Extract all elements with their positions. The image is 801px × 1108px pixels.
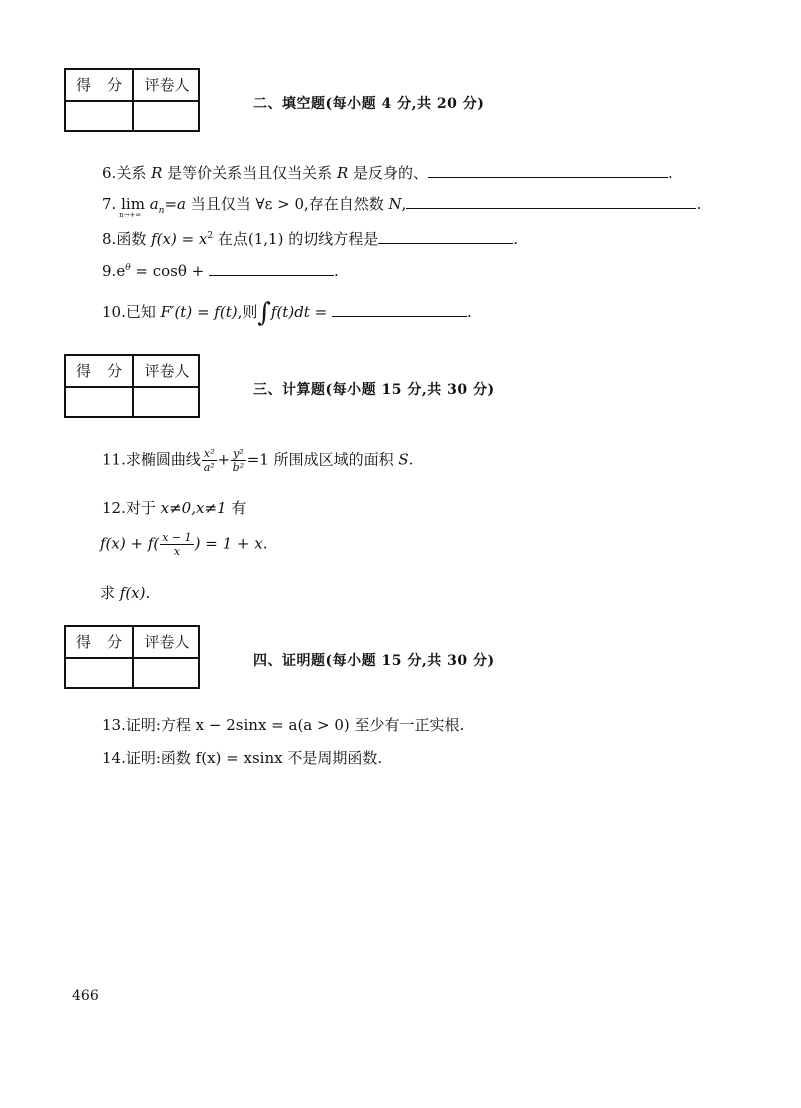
question-7: 7. lim n→+∞ $a_n=a$ 当且仅当 ∀ε > 0,存在自然数 N, . [102,195,702,219]
question-10: 10.已知 F′(t) = f(t),则∫f(t)dt = . [102,298,472,328]
grader-label: 评卷人 [144,633,190,651]
score-box-divider [66,657,198,659]
question-9: $9.e^\theta = \cos\theta$ + . [102,262,339,280]
answer-blank[interactable] [378,242,513,244]
section-title-proof: 四、证明题(每小题 15 分,共 30 分) [253,653,495,669]
page-number: 466 [72,988,99,1004]
answer-blank[interactable] [332,315,467,317]
grader-label: 评卷人 [144,76,190,94]
answer-blank[interactable] [428,176,668,178]
score-label: 得 分 [75,633,123,651]
score-box-section-2 [64,68,200,132]
section-title-fill-in: 二、填空题(每小题 4 分,共 20 分) [253,96,485,112]
answer-blank[interactable] [406,207,696,209]
question-12-ask: 求 f(x). [100,584,151,602]
question-12-equation: f(x) + f( $\frac{x - 1}{x}$ ) = 1 + x. [100,531,268,558]
answer-blank[interactable] [209,274,334,276]
question-11: 11.求椭圆曲线 $\frac{\text{x²}}{\text{a²}}$ + $\frac{\text{y²}}{\text{b²}}$ =1 所围成区域的面积 S. [102,447,414,474]
score-box-section-4 [64,625,200,689]
grader-label: 评卷人 [144,362,190,380]
score-box-divider [66,386,198,388]
score-label: 得 分 [75,76,123,94]
question-6: 6.关系 R 是等价关系当且仅当关系 R 是反身的、 . [102,164,673,182]
section-title-calculation: 三、计算题(每小题 15 分,共 30 分) [253,382,495,398]
score-box-divider [66,100,198,102]
question-13: 13.证明:方程 x − 2sinx = a(a > 0) 至少有一正实根. [102,716,465,734]
question-12: 12.对于 x≠0,x≠1 有 [102,499,247,517]
score-box-section-3 [64,354,200,418]
question-8: 8.函数 $f(x) = x^2$ 在点(1,1) 的切线方程是 . [102,230,519,248]
question-14: 14.证明:函数 f(x) = xsinx 不是周期函数. [102,749,383,767]
score-label: 得 分 [75,362,123,380]
